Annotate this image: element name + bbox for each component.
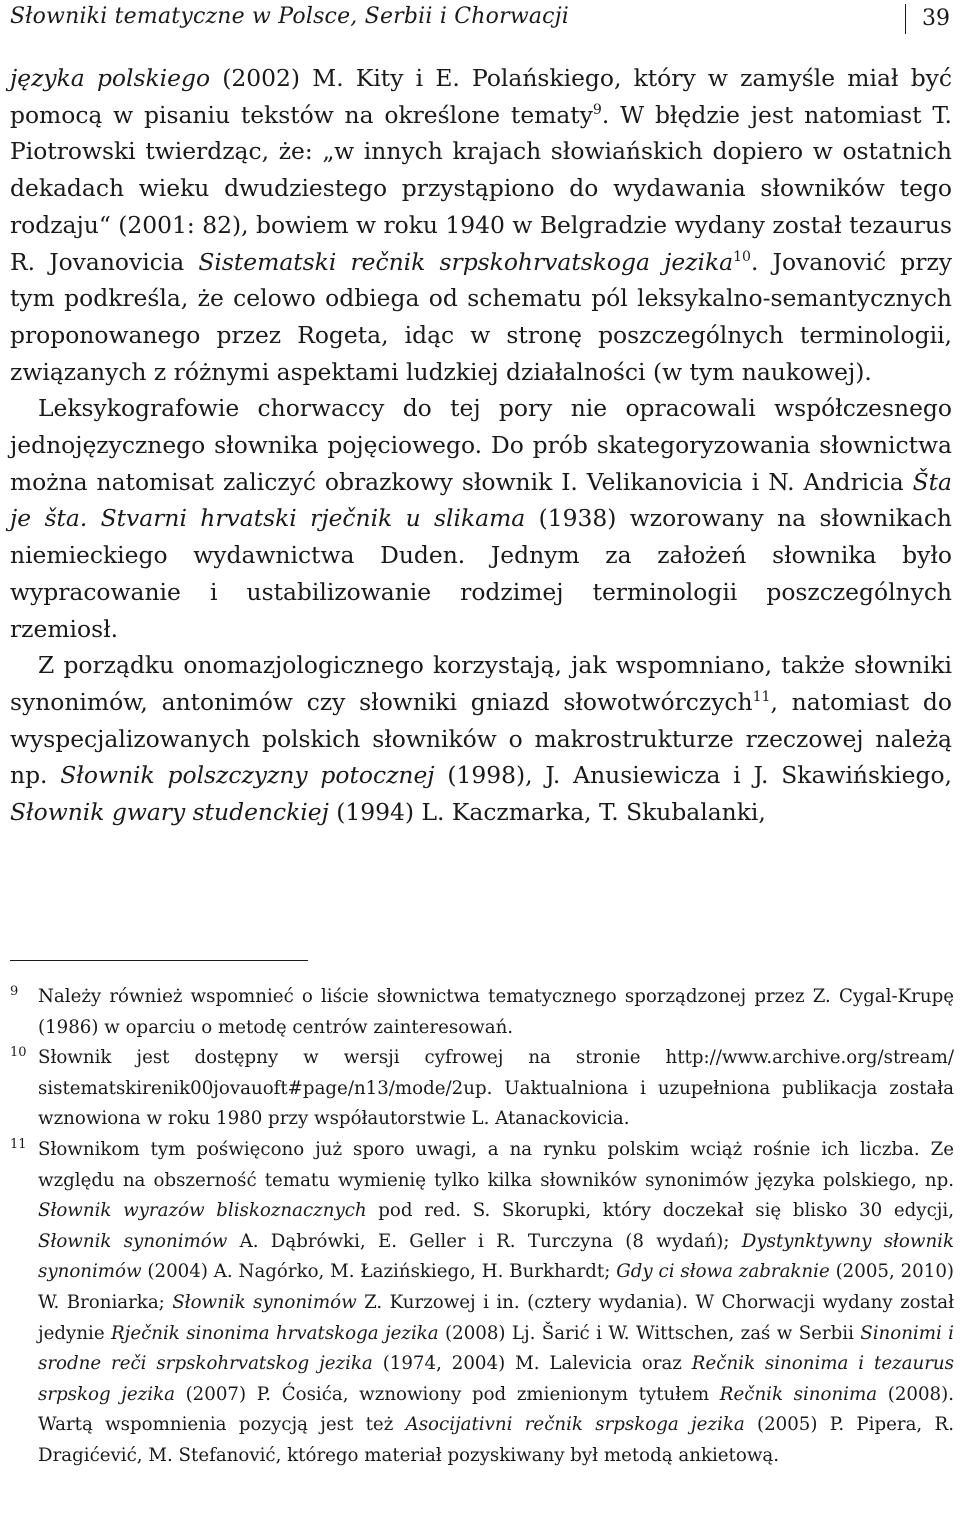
paragraph-2: [10, 390, 952, 647]
italic-title: Sistematski rečnik srpskohrvatskoga jezika: [198, 247, 734, 276]
italic-title: Asocijativni rečnik srpskoga jezika: [405, 1414, 745, 1436]
page-number: 39: [905, 4, 950, 34]
footnote-ref-10[interactable]: 10: [733, 248, 751, 265]
footnote-ref-9[interactable]: 9: [592, 101, 602, 118]
italic-title: Gdy ci słowa zabraknie: [616, 1261, 830, 1283]
footnote-10: [10, 1043, 954, 1135]
paragraph-1: [10, 60, 952, 390]
footnote-text: Słownik jest dostępny w wersji cyfrowej na stronie http://www.archive.org/stream/ sistematskirenik00jovauoft#page/n13/mode/2up. Uaktualniona i uzupełniona publikacja została wznowiona w roku 1980 przy współautorstwie L. Atanackovicia.: [38, 1047, 954, 1130]
text-run: A. Dąbrówki, E. Geller i R. Turczyna (8 wydań);: [227, 1230, 742, 1252]
italic-title: Słownik wyrazów bliskoznacznych: [38, 1200, 367, 1222]
text-run: (1938) wzorowany na słownikach niemieckiego wydawnictwa Duden. Jednym za założeń słownika było wypracowanie i ustabilizowanie rodzimej terminologii poszczególnych rzemiosł.: [10, 504, 952, 643]
text-run: (1998), J. Anusiewicza i J. Skawińskiego,: [434, 761, 952, 790]
text-run: (1974, 2004) M. Lalevicia oraz: [372, 1353, 692, 1375]
footnote-number: 10: [10, 1045, 27, 1061]
footnote-divider: [10, 960, 308, 961]
text-run: (2004) A. Nagórko, M. Łazińskiego, H. Burkhardt;: [141, 1261, 617, 1283]
text-run: (2005) P. Pipera, R. Dragićević, M. Stefanović, którego materiał pozyskiwany był metodą ankietową.: [38, 1414, 954, 1466]
footnote-number: 11: [10, 1136, 27, 1152]
footnote-9: [10, 982, 954, 1043]
text-run: , natomiast do wyspecjalizowanych polskich słowników o makrostrukturze rzeczowej należą np.: [10, 687, 952, 790]
paragraph-3: [10, 647, 952, 831]
running-head-title: Słowniki tematyczne w Polsce, Serbii i Chorwacji: [10, 4, 569, 29]
italic-title: Dystynktywny słownik synonimów: [38, 1230, 954, 1283]
text-run: (2002) M. Kity i E. Polańskiego, który w zamyśle miał być pomocą w pisaniu tekstów na określone tematy: [10, 64, 952, 129]
italic-title: Rečnik sinonima: [719, 1383, 878, 1405]
text-run: (2008). Wartą wspomnienia pozycją jest też: [38, 1383, 954, 1436]
italic-title: Słownik gwary studenckiej: [10, 798, 329, 827]
running-head: [10, 0, 950, 40]
text-run: (2007) P. Ćosića, wznowiony pod zmienionym tytułem: [174, 1383, 720, 1405]
text-run: (2008) Lj. Šarić i W. Wittschen, zaś w Serbii: [438, 1322, 861, 1344]
footnote-ref-11[interactable]: 11: [752, 689, 771, 706]
italic-title: Słownik synonimów: [38, 1230, 228, 1252]
italic-title: Rečnik sinonima i tezaurus srpskog jezika: [38, 1353, 954, 1405]
text-run: . W błędzie jest natomiast T. Piotrowski twierdząc, że: „w innych krajach słowiańskich dopiero w ostatnich dekadach wieku dwudziestego przystąpiono do wydawania słowników tego rodzaju“ (2001: 82), bowiem w roku 1940 w Belgradzie wydany został tezaurus R. Jovanovicia: [10, 100, 952, 276]
italic-title: języka polskiego: [10, 64, 211, 92]
footnote-number: 9: [10, 984, 19, 999]
text-run: (2005, 2010) W. Broniarka;: [38, 1261, 954, 1313]
italic-title: Šta je šta. Stvarni hrvatski rječnik u slikama: [10, 467, 952, 533]
italic-title: Słownik synonimów: [172, 1291, 357, 1313]
text-run: Leksykografowie chorwaccy do tej pory nie opracowali współczesnego jednojęzycznego słownika pojęciowego. Do prób skategoryzowania słownictwa można natomisat zaliczyć obrazkowy słownik I. Velikanovicia i N. Andricia: [10, 394, 952, 496]
italic-title: Rječnik sinonima hrvatskoga jezika: [110, 1322, 439, 1344]
text-run: Z. Kurzowej i in. (cztery wydania). W Chorwacji wydany został jedynie: [38, 1291, 954, 1344]
italic-title: Słownik polszczyzny potocznej: [60, 761, 435, 790]
footnote-11: [10, 1135, 954, 1472]
text-run: (1994) L. Kaczmarka, T. Skubalanki,: [328, 798, 766, 827]
text-run: Z porządku onomazjologicznego korzystają, jak wspomniano, także słowniki synonimów, antonimów czy słowniki gniazd słowotwórczych: [10, 651, 952, 716]
text-run: pod red. S. Skorupki, który doczekał się blisko 30 edycji,: [366, 1200, 954, 1222]
text-run: . Jovanović przy tym podkreśla, że celowo odbiega od schematu pól leksykalno-semantycznych proponowanego przez Rogeta, idąc w stronę poszczególnych terminologii, związanych z różnymi aspektami ludzkiej działalności (w tym naukowej).: [10, 247, 953, 386]
main-text: [10, 60, 952, 831]
text-run: Słownikom tym poświęcono już sporo uwagi, a na rynku polskim wciąż rośnie ich liczba. Ze względu na obszerność tematu wymienię tylko kilka słowników synonimów języka polskiego, np.: [38, 1138, 954, 1191]
italic-title: Sinonimi i srodne reči srpskohrvatskog jezika: [38, 1322, 954, 1375]
footnotes: [10, 982, 954, 1472]
footnote-text: Należy również wspomnieć o liście słownictwa tematycznego sporządzonej przez Z. Cygal-Krupę (1986) w oparciu o metodę centrów zainteresowań.: [38, 986, 954, 1038]
